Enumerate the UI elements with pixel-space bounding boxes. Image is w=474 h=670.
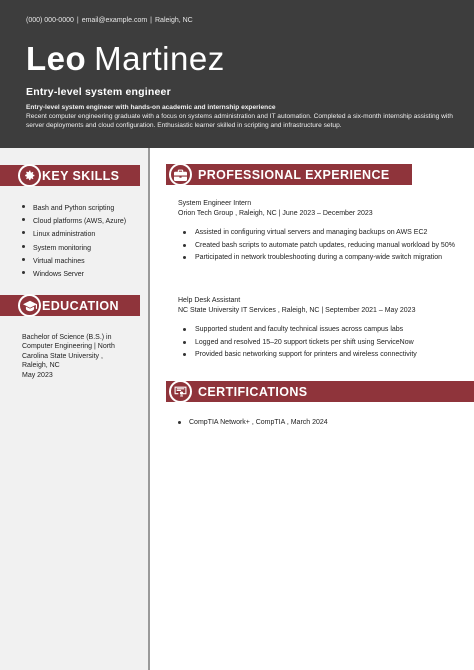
education-section-bar [0,295,140,316]
school-location: Raleigh, NC [22,362,60,370]
graduation-date: May 2023 [22,371,53,379]
certificate-icon [169,380,192,403]
contact-location: Raleigh, NC [155,17,193,24]
job-bullet: Created bash scripts to automate patch updates, reducing manual workload by 50% [180,241,458,251]
summary-lead: Entry-level system engineer with hands-on academic and internship experience [26,104,276,111]
job-entry [178,296,458,363]
education-entry [22,333,142,380]
degree-major-sep: | North [94,343,115,351]
experience-section-bar [166,164,412,185]
graduation-cap-icon [18,294,41,317]
summary-body: Recent computer engineering graduate with a focus on systems administration and IT automation. Completed a six-month internship assisting with server deployments and cloud configuration. Enthusiastic learner skilled in scripting and infrastructure setup. [26,113,453,129]
skill-item: Bash and Python scripting [22,202,126,215]
degree-line: Bachelor of Science (B.S.) in [22,334,112,341]
education-heading: EDUCATION [42,298,119,313]
skills-section-bar [0,165,140,186]
last-name: Martinez [94,40,225,77]
experience-heading: PROFESSIONAL EXPERIENCE [198,167,390,182]
contact-email: email@example.com [81,17,148,24]
skill-item: Linux administration [22,228,126,241]
certifications-list [178,418,328,427]
contact-line: (000) 000-0000 | email@example.com | Raleigh, NC [26,17,193,24]
job-bullet: Supported student and faculty technical issues across campus labs [180,325,458,335]
summary [26,103,456,130]
job-title: System Engineer Intern [178,200,252,207]
job-bullets [178,228,458,263]
skill-item: Virtual machines [22,255,126,268]
headline: Entry-level system engineer [26,86,171,98]
job-company: Orion Tech Group , Raleigh, NC | June 2023 – December 2023 [178,210,373,217]
skill-item: Windows Server [22,268,126,281]
certification-item: CompTIA Network+ , CompTIA , March 2024 [178,418,328,427]
job-bullet: Provided basic networking support for printers and wireless connectivity [180,350,458,360]
column-divider [148,148,150,670]
skill-item: System monitoring [22,242,126,255]
job-title: Help Desk Assistant [178,297,241,304]
job-bullet: Assisted in configuring virtual servers and managing backups on AWS EC2 [180,228,458,238]
job-bullet: Participated in network troubleshooting during a company-wide switch migration [180,253,458,263]
job-company: NC State University IT Services , Raleigh, NC | September 2021 – May 2023 [178,307,416,314]
certifications-section-bar [166,381,474,402]
gear-icon [18,164,41,187]
skills-heading: KEY SKILLS [42,168,120,183]
job-bullet: Logged and resolved 15–20 support tickets per shift using ServiceNow [180,338,458,348]
contact-phone: (000) 000-0000 [26,17,74,24]
degree-major: Computer Engineering [22,343,93,351]
skill-item: Cloud platforms (AWS, Azure) [22,215,126,228]
job-bullets [178,325,458,360]
job-entry [178,199,458,266]
school-name: Carolina State University , [22,352,103,360]
certifications-heading: CERTIFICATIONS [198,384,308,399]
candidate-name [26,40,225,78]
skills-list [22,202,126,281]
resume-header [0,0,474,148]
first-name: Leo [26,40,87,77]
briefcase-icon [169,163,192,186]
